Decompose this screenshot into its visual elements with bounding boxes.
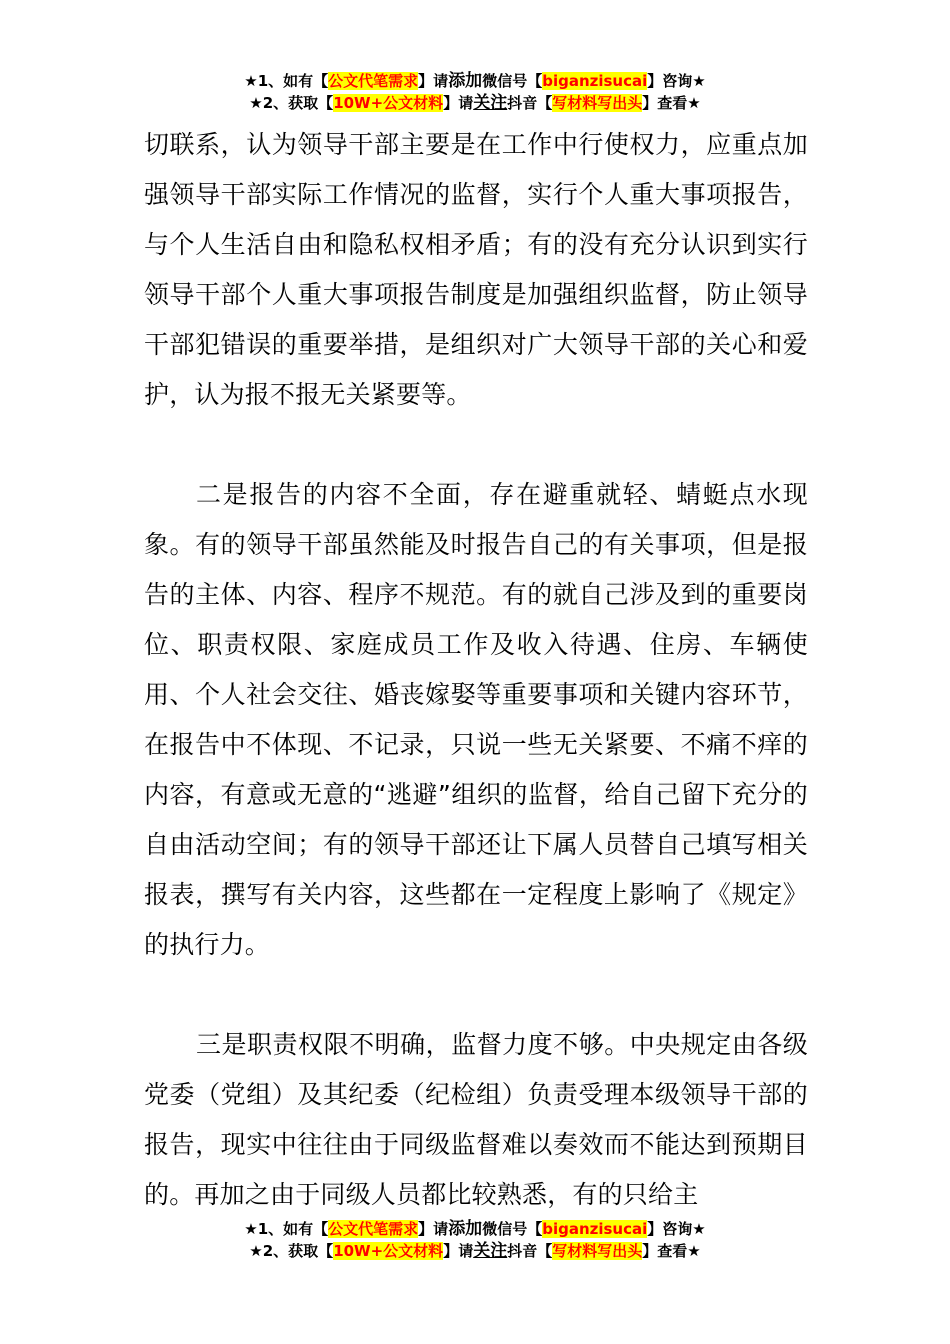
banner-highlight: biganzisucai (542, 72, 648, 90)
footer-banner (0, 1218, 950, 1262)
banner-line-2: ★2、获取【10W+公文材料】请关注抖音【写材料写出头】查看★ (249, 1241, 701, 1261)
banner-highlight: 10W+公文材料 (333, 94, 444, 112)
paragraph-3: 三是职责权限不明确，监督力度不够。中央规定由各级党委（党组）及其纪委（纪检组）负责受理本级领导干部的报告，现实中往往由于同级监督难以奏效而不能达到预期目的。再加之由于同级人员都比较熟悉，有的只给主 (144, 1030, 808, 1209)
paragraph-gap (144, 970, 808, 1020)
banner-highlight: biganzisucai (542, 1220, 648, 1238)
banner-highlight: 公文代笔需求 (328, 72, 419, 90)
paragraph-gap (144, 420, 808, 470)
paragraph-1: 切联系，认为领导干部主要是在工作中行使权力，应重点加强领导干部实际工作情况的监督，实行个人重大事项报告，与个人生活自由和隐私权相矛盾；有的没有充分认识到实行领导干部个人重大事项报告制度是加强组织监督，防止领导干部犯错误的重要举措，是组织对广大领导干部的关心和爱护，认为报不报无关紧要等。 (144, 130, 808, 409)
banner-highlight: 写材料写出头 (552, 1242, 643, 1260)
document-body (144, 120, 808, 1220)
paragraph-2: 二是报告的内容不全面，存在避重就轻、蜻蜓点水现象。有的领导干部虽然能及时报告自己的有关事项，但是报告的主体、内容、程序不规范。有的就自己涉及到的重要岗位、职责权限、家庭成员工作及收入待遇、住房、车辆使用、个人社会交往、婚丧嫁娶等重要事项和关键内容环节，在报告中不体现、不记录，只说一些无关紧要、不痛不痒的内容，有意或无意的“逃避”组织的监督，给自己留下充分的自由活动空间；有的领导干部还让下属人员替自己填写相关报表，撰写有关内容，这些都在一定程度上影响了《规定》的执行力。 (144, 480, 808, 959)
banner-highlight: 10W+公文材料 (333, 1242, 444, 1260)
banner-highlight: 公文代笔需求 (328, 1220, 419, 1238)
banner-highlight: 写材料写出头 (552, 94, 643, 112)
banner-line-1: ★1、如有【公文代笔需求】请添加微信号【biganzisucai】咨询★ (244, 71, 706, 91)
banner-line-1: ★1、如有【公文代笔需求】请添加微信号【biganzisucai】咨询★ (244, 1219, 706, 1239)
banner-line-2: ★2、获取【10W+公文材料】请关注抖音【写材料写出头】查看★ (249, 93, 701, 113)
header-banner (0, 70, 950, 114)
